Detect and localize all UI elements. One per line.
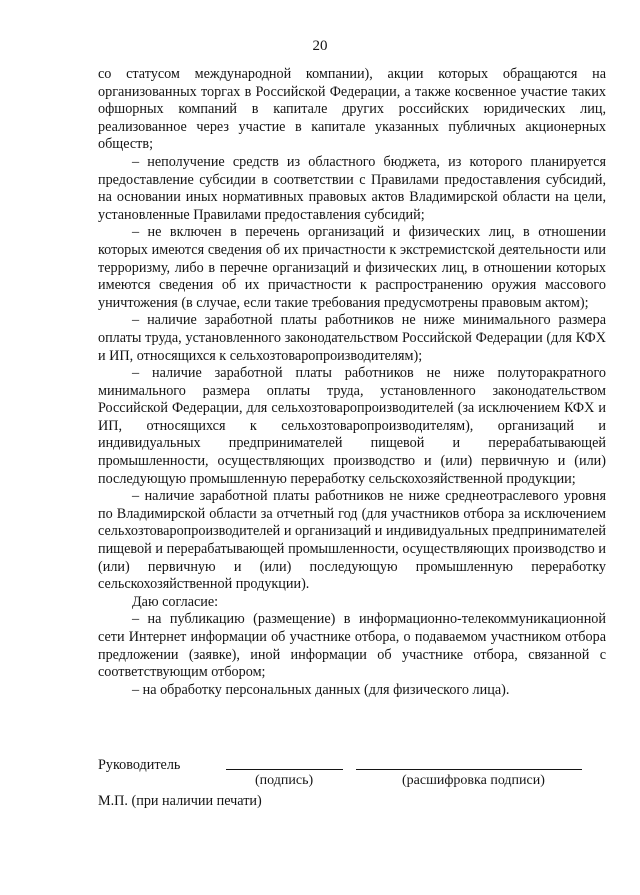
name-decryption-line	[356, 769, 582, 770]
signer-label: Руководитель	[98, 757, 181, 773]
document-body	[98, 66, 606, 699]
page-number: 20	[312, 38, 328, 54]
consent-heading: Даю согласие:	[132, 593, 219, 610]
paragraph-1: со статусом международной компании), акции которых обращаются на организованных торгах в Российской Федерации, а также косвенное участие таких офшорных компаний в капитале других российских юридических лиц, реализованное через участие в капитале указанных публичных акционерных обществ;	[98, 66, 606, 153]
paragraph-6: – наличие заработной платы работников не ниже среднеотраслевого уровня по Владимирской области за отчетный год (для участников отбора за исключением сельхозтоваропроизводителей и организаций и индивидуальных предпринимателей пищевой и перерабатывающей промышленности, осуществляющих производство и (или) первичную и (или) последующую промышленную переработку сельскохозяйственной продукции).	[98, 488, 606, 593]
consent-item-publication: – на публикацию (размещение) в информационно-телекоммуникационной сети Интернет информации об участнике отбора, о подаваемом участником отбора предложении (заявке), иной информации об участнике отбора, связанной с соответствующим отбором;	[98, 611, 606, 681]
signature-caption: (подпись)	[255, 773, 314, 788]
signature-line	[226, 769, 343, 770]
consent-item-personal-data: – на обработку персональных данных (для физического лица).	[132, 681, 510, 698]
paragraph-3: – не включен в перечень организаций и физических лиц, в отношении которых имеются сведения об их причастности к экстремистской деятельности или терроризму, либо в перечне организаций и физических лиц, в отношении которых имеются сведения об их причастности к распространению оружия массового уничтожения (в случае, если такие требования предусмотрены правовым актом);	[98, 224, 606, 311]
decryption-caption: (расшифровка подписи)	[402, 773, 545, 788]
paragraph-5: – наличие заработной платы работников не ниже полуторакратного минимального размера оплаты труда, установленного законодательством Российской Федерации, для сельхозтоваропроизводителей (за исключением КФХ и ИП, относящихся к сельхозтоваропроизводителям), организаций и индивидуальных предпринимателей пищевой и перерабатывающей промышленности, осуществляющих производство и (или) первичную и (или) последующую промышленную переработку сельскохозяйственной продукции;	[98, 365, 606, 487]
paragraph-2: – неполучение средств из областного бюджета, из которого планируется предоставление субсидии в соответствии с Правилами предоставления субсидий, на основании иных нормативных правовых актов Владимирской области на цели, установленные Правилами предоставления субсидий;	[98, 153, 606, 223]
paragraph-4: – наличие заработной платы работников не ниже минимального размера оплаты труда, установленного законодательством Российской Федерации (для КФХ и ИП, относящихся к сельхозтоваропроизводителям);	[98, 312, 606, 364]
stamp-note: М.П. (при наличии печати)	[98, 793, 262, 809]
